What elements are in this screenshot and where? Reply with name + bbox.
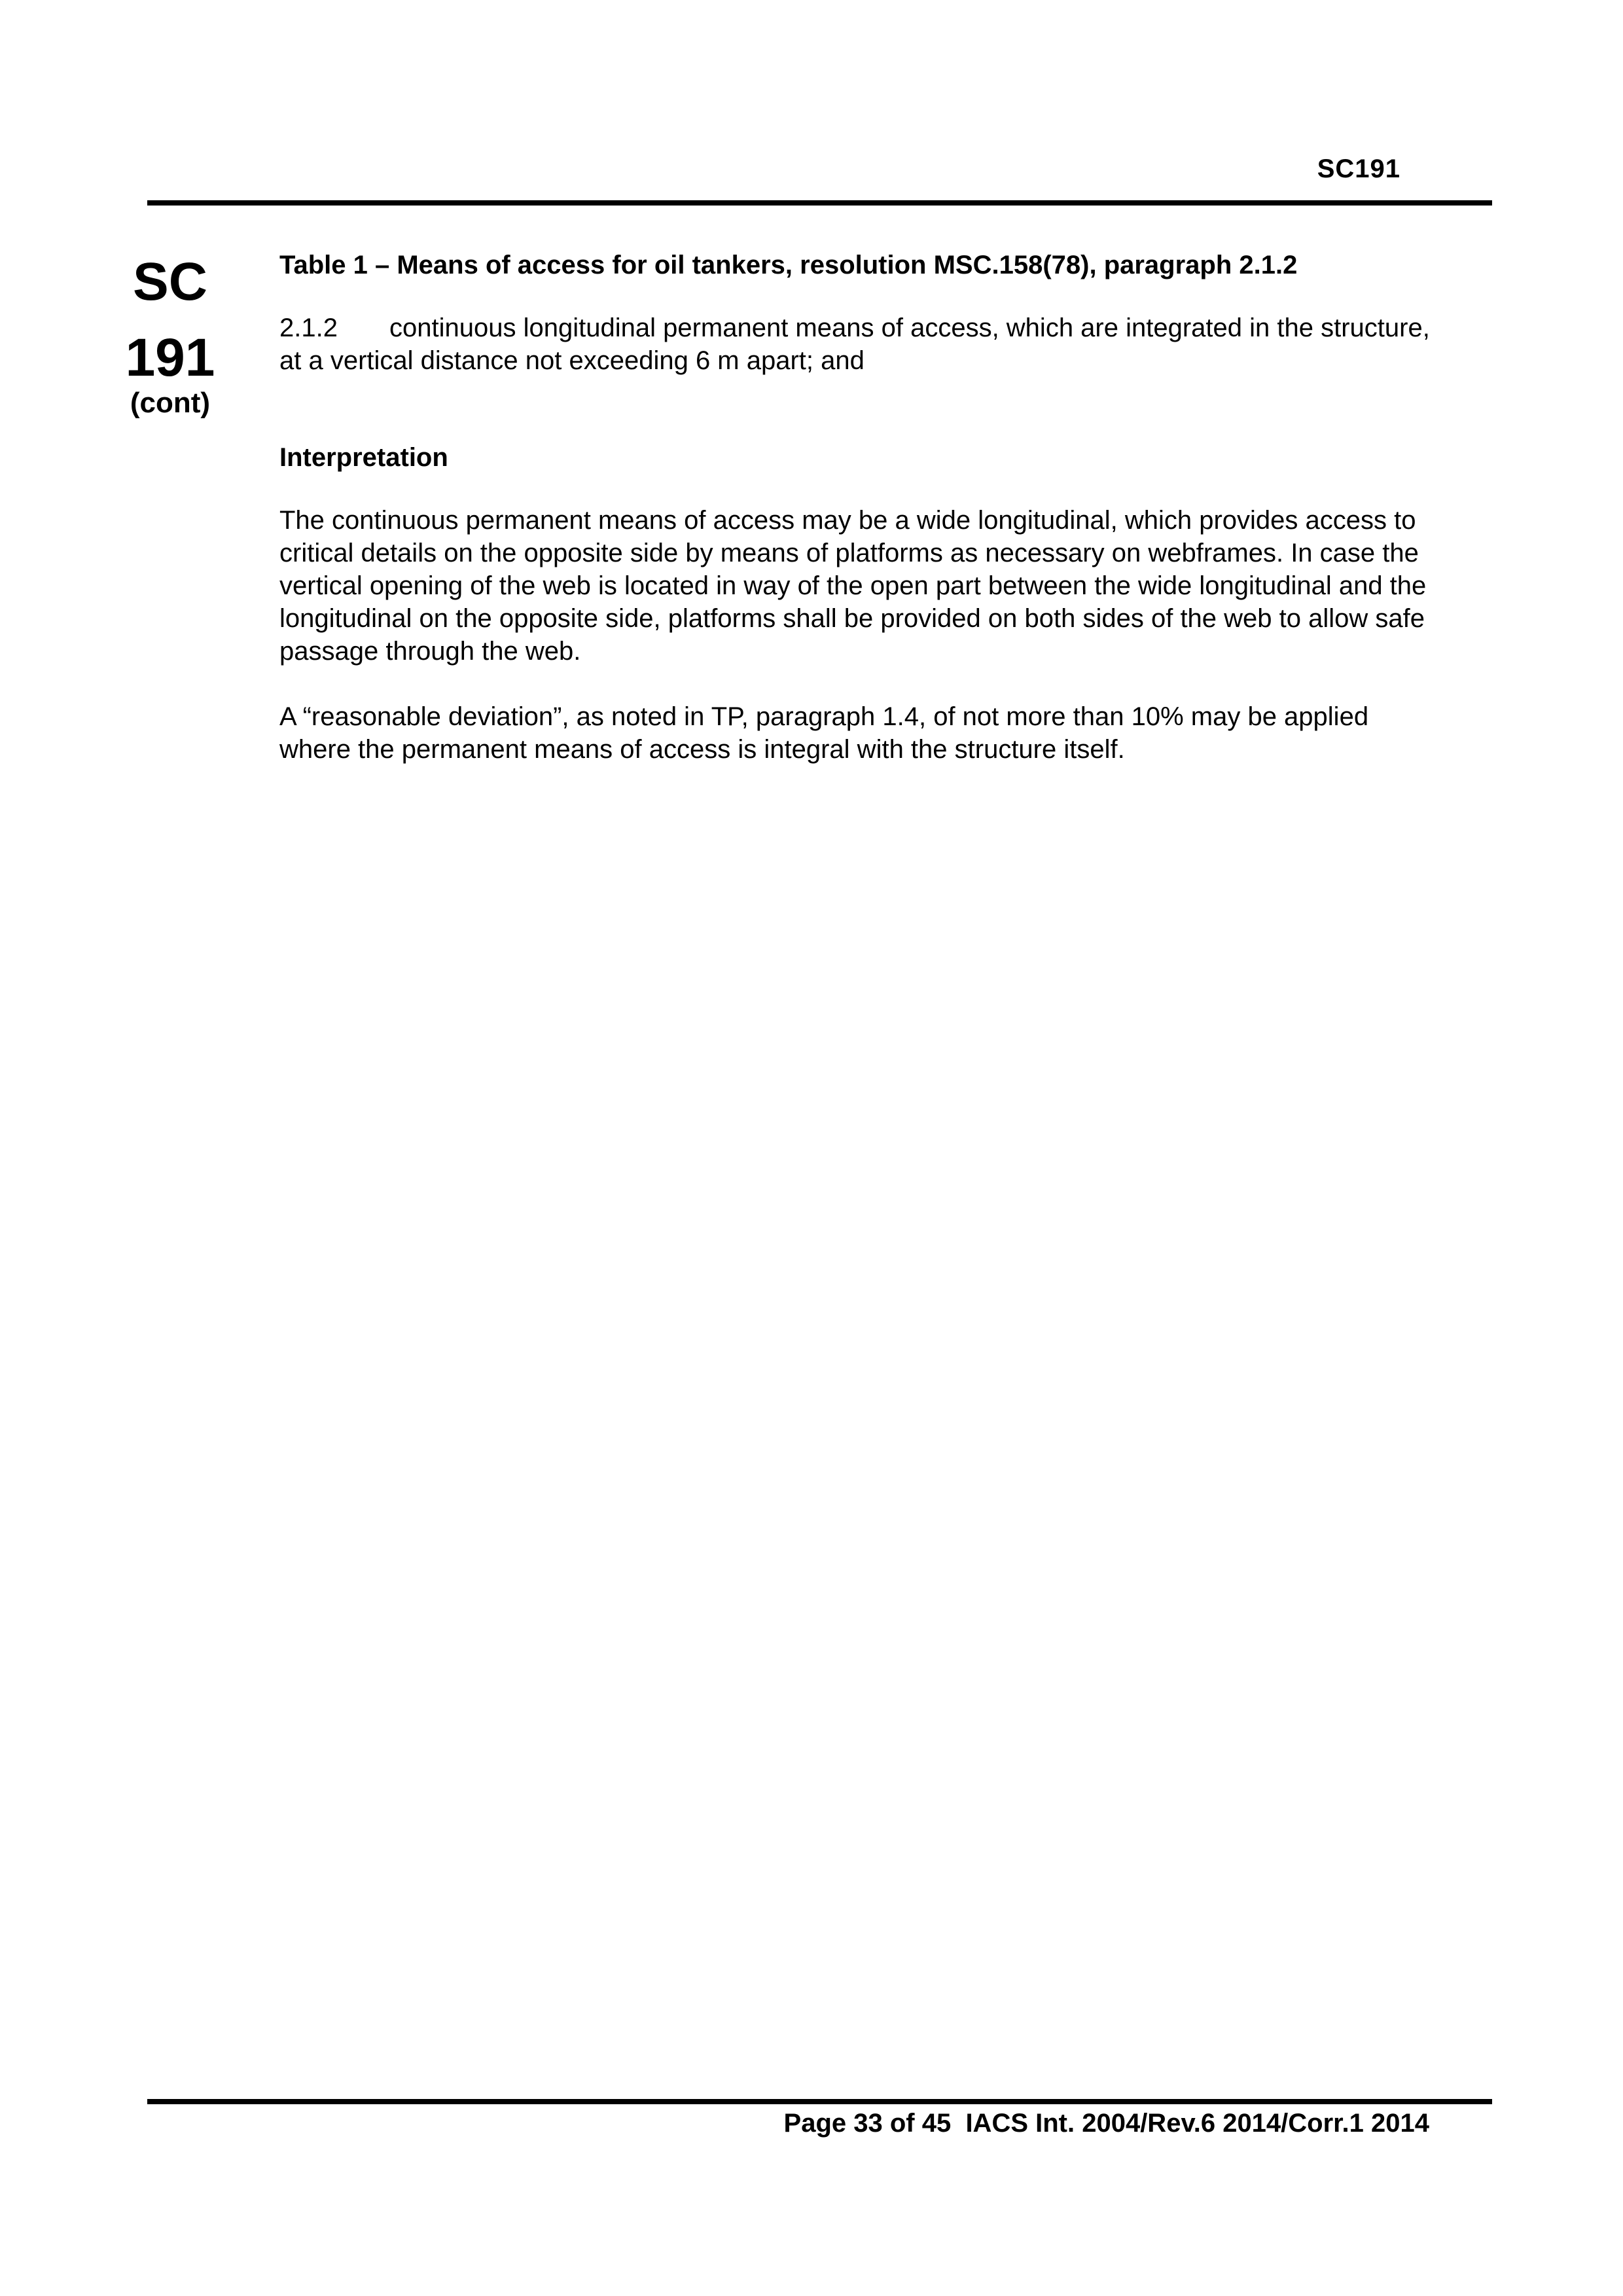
table-title: Table 1 – Means of access for oil tankers, resolution MSC.158(78), paragraph 2.1.2 bbox=[279, 251, 1298, 279]
side-code-cont: (cont) bbox=[130, 387, 211, 419]
side-code-number: 191 bbox=[125, 328, 215, 387]
side-code-prefix: SC bbox=[133, 252, 207, 312]
page-content bbox=[279, 249, 1431, 798]
document-reference: IACS Int. 2004/Rev.6 2014/Corr.1 2014 bbox=[965, 2109, 1429, 2138]
footer-rule bbox=[147, 2099, 1492, 2104]
interpretation-paragraph-1: The continuous permanent means of access may be a wide longitudinal, which provides access to critical details on the opposite side by means of platforms as necessary on webframes. In case the vertical opening of the web is located in way of the open part between the wide longitudinal and the longitudinal on the opposite side, platforms shall be provided on both sides of the web to allow safe passage through the web. bbox=[279, 506, 1427, 666]
clause-number: 2.1.2 bbox=[279, 314, 338, 342]
clause-text: continuous longitudinal permanent means of access, which are integrated in the structure, at a vertical distance not exceeding 6 m apart; and bbox=[279, 314, 1430, 375]
document-code: SC191 bbox=[1317, 154, 1400, 183]
interpretation-paragraph-2: A “reasonable deviation”, as noted in TP, paragraph 1.4, of not more than 10% may be applied where the permanent means of access is integral with the structure itself. bbox=[279, 702, 1369, 764]
page-number: Page 33 of 45 bbox=[783, 2109, 952, 2138]
clause-2-1-2 bbox=[279, 312, 1431, 377]
header-rule bbox=[147, 200, 1492, 206]
side-code bbox=[121, 252, 219, 419]
interpretation-heading: Interpretation bbox=[279, 443, 448, 472]
page-footer bbox=[784, 2109, 1429, 2138]
